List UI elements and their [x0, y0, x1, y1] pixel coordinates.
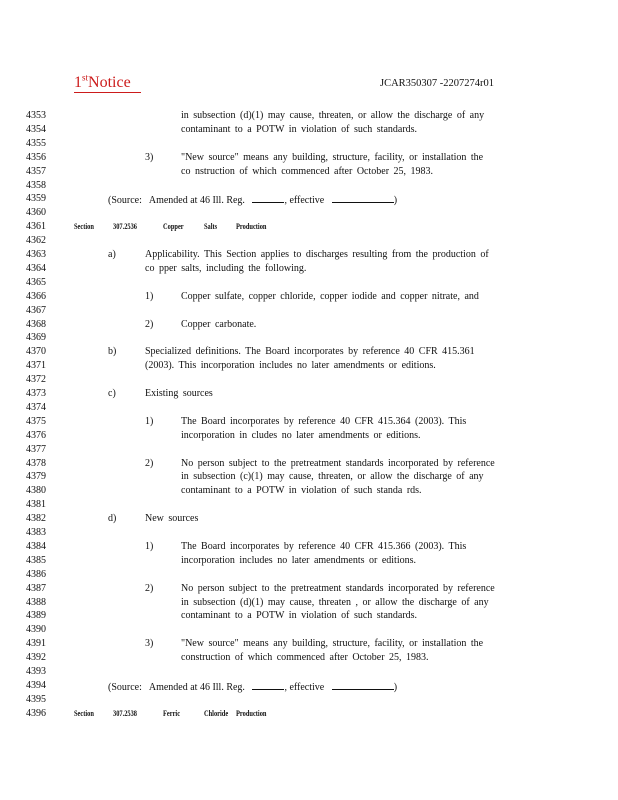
- section-number: 307.2538: [113, 708, 137, 718]
- section-title-word: Ferric: [163, 708, 181, 718]
- line-number: 4384: [26, 540, 46, 552]
- line-text: (2003). This incorporation includes no later amendments or editions.: [145, 360, 436, 372]
- line-number: 4377: [26, 443, 46, 455]
- line-text: New sources: [145, 513, 199, 525]
- source-text: Amended at 46 Ill. Reg.: [148, 195, 245, 207]
- line-text: co pper salts, including the following.: [145, 262, 307, 274]
- line-number: 4374: [26, 401, 46, 413]
- line-number: 4391: [26, 638, 46, 650]
- line-text: Copper sulfate, copper chloride, copper iodide and copper nitrate, and: [181, 290, 479, 302]
- item-label: 3): [145, 151, 154, 163]
- line-number: 4365: [26, 276, 46, 288]
- line-number: 4396: [26, 707, 46, 719]
- item-label: 1): [145, 290, 154, 302]
- item-label: b): [108, 346, 117, 358]
- item-label: 3): [145, 638, 154, 650]
- section-word: Section: [74, 222, 94, 232]
- line-text: Copper carbonate.: [181, 318, 257, 330]
- line-number: 4355: [26, 137, 46, 149]
- item-label: 2): [145, 318, 154, 330]
- line-number: 4395: [26, 693, 46, 705]
- source-label: (Source:: [108, 681, 142, 693]
- item-label: 1): [145, 540, 154, 552]
- line-text: contaminant to a POTW in violation of such standards.: [181, 610, 418, 622]
- section-title-word: Salts: [204, 222, 218, 232]
- line-text: in subsection (c)(1) may cause, threaten, or allow the discharge of any: [181, 471, 484, 483]
- line-number: 4363: [26, 249, 46, 260]
- line-number: 4382: [26, 513, 46, 525]
- line-number: 4376: [26, 429, 46, 441]
- blank-2: [332, 680, 394, 690]
- line-number: 4378: [26, 457, 46, 469]
- line-number: 4393: [26, 666, 46, 677]
- line-text: contaminant to a POTW in violation of such standards.: [181, 123, 418, 135]
- line-text: construction of which commenced after October 25, 1983.: [181, 652, 429, 664]
- line-number: 4362: [26, 235, 46, 247]
- section-word: Section: [74, 708, 94, 718]
- line-text: contaminant to a POTW in violation of such standa rds.: [181, 485, 422, 497]
- line-text: The Board incorporates by reference 40 CFR 415.366 (2003). This: [181, 540, 467, 552]
- notice-word: Notice: [88, 74, 131, 91]
- line-number: 4370: [26, 346, 46, 358]
- notice-number: 1: [74, 74, 82, 91]
- line-number: 4375: [26, 415, 46, 427]
- source-text: Amended at 46 Ill. Reg.: [148, 681, 245, 693]
- section-title-word: Production: [236, 708, 267, 718]
- blank-2: [332, 193, 394, 203]
- line-text: incorporation includes no later amendments or editions.: [181, 554, 416, 566]
- source-note: [108, 193, 397, 207]
- line-number: 4373: [26, 388, 46, 399]
- line-number: 4360: [26, 207, 46, 219]
- section-title-word: Copper: [163, 222, 184, 232]
- line-text: in subsection (d)(1) may cause, threaten, or allow the discharge of any: [181, 110, 485, 121]
- line-text: The Board incorporates by reference 40 CFR 415.364 (2003). This: [181, 415, 467, 427]
- line-number: 4388: [26, 596, 46, 608]
- line-text: incorporation in cludes no later amendments or editions.: [181, 429, 421, 441]
- line-number: 4387: [26, 582, 46, 594]
- line-number: 4353: [26, 110, 46, 121]
- line-number: 4392: [26, 652, 46, 664]
- line-number: 4381: [26, 499, 46, 511]
- item-label: 1): [145, 415, 154, 427]
- line-number: 4361: [26, 221, 46, 233]
- line-number: 4356: [26, 151, 46, 163]
- line-number: 4386: [26, 568, 46, 580]
- section-number: 307.2536: [113, 222, 137, 232]
- blank-1: [252, 680, 284, 690]
- notice-suffix: st: [82, 72, 89, 83]
- source-note: [108, 680, 397, 694]
- line-text: Applicability. This Section applies to discharges resulting from the production of: [145, 249, 489, 260]
- notice-header: [74, 74, 141, 93]
- line-number: 4390: [26, 624, 46, 636]
- line-text: Existing sources: [145, 388, 213, 399]
- line-number: 4389: [26, 610, 46, 622]
- source-label: (Source:: [108, 195, 142, 207]
- source-mid: , effective: [284, 681, 325, 693]
- line-number: 4385: [26, 554, 46, 566]
- section-title-word: Chloride: [204, 708, 229, 718]
- line-number: 4366: [26, 290, 46, 302]
- line-number: 4367: [26, 304, 46, 316]
- line-number: 4358: [26, 179, 46, 191]
- item-label: c): [108, 388, 116, 399]
- line-number: 4364: [26, 262, 46, 274]
- line-number: 4368: [26, 318, 46, 330]
- line-number: 4383: [26, 527, 46, 538]
- line-number: 4371: [26, 360, 46, 372]
- source-mid: , effective: [284, 195, 325, 207]
- line-number: 4359: [26, 193, 46, 205]
- blank-1: [252, 193, 284, 203]
- line-number: 4394: [26, 679, 46, 691]
- line-number: 4372: [26, 374, 46, 386]
- line-text: "New source" means any building, structure, facility, or installation the: [181, 638, 484, 650]
- line-number: 4354: [26, 123, 46, 135]
- line-text: in subsection (d)(1) may cause, threaten , or allow the discharge of any: [181, 596, 489, 608]
- item-label: 2): [145, 457, 154, 469]
- item-label: a): [108, 249, 116, 260]
- line-text: "New source" means any building, structure, facility, or installation the: [181, 151, 484, 163]
- line-number: 4369: [26, 332, 46, 344]
- source-end: ): [393, 195, 398, 207]
- source-end: ): [393, 681, 398, 693]
- line-number: 4380: [26, 485, 46, 497]
- item-label: d): [108, 513, 117, 525]
- line-text: Specialized definitions. The Board incorporates by reference 40 CFR 415.361: [145, 346, 475, 358]
- document-code: JCAR350307 -2207274r01: [380, 78, 495, 89]
- item-label: 2): [145, 582, 154, 594]
- line-number: 4357: [26, 165, 46, 177]
- line-number: 4379: [26, 471, 46, 483]
- section-title-word: Production: [236, 222, 267, 232]
- line-text: No person subject to the pretreatment standards incorporated by reference: [181, 582, 495, 594]
- line-text: No person subject to the pretreatment standards incorporated by reference: [181, 457, 495, 469]
- line-text: co nstruction of which commenced after October 25, 1983.: [181, 165, 434, 177]
